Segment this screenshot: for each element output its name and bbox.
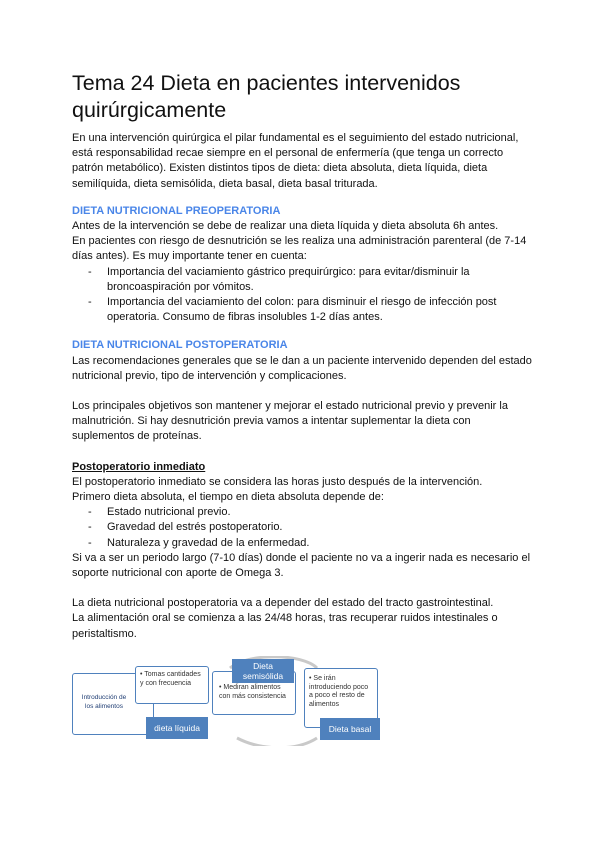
list-item: - Naturaleza y gravedad de la enfermedad. xyxy=(72,536,532,551)
inmediato-paragraph-5: La alimentación oral se comienza a las 24/48 horas, tras recuperar ruidos intestinales o peristaltismo. xyxy=(72,612,498,640)
inmediato-list xyxy=(72,505,532,551)
inmediato-heading: Postoperatorio inmediato xyxy=(72,460,206,473)
postop-paragraph-2: Los principales objetivos son mantener y mejorar el estado nutricional previo y prevenir la malnutrición. Si hay desnutrición previa vamos a intentar suplementar la dieta con suplementos de proteínas. xyxy=(72,400,508,443)
basal-bullet: • Se irán introduciendo poco a poco el resto de alimentos xyxy=(309,675,369,708)
basal-label: Dieta basal xyxy=(320,718,380,740)
bullet-icon: • xyxy=(140,671,145,678)
intro-paragraph: En una intervención quirúrgica el pilar fundamental es el seguimiento del estado nutricional, está responsabilidad recae siempre en el personal de enfermería (que tenga un correcto patrón metabólico). Existen distintos tipos de dieta: dieta absoluta, dieta líquida, dieta semilíquida, dieta semisólida, dieta basal, dieta basal triturada. xyxy=(72,132,519,190)
document-page xyxy=(72,70,532,642)
semisolida-bullet: • Mediran alimentos con más consistencia xyxy=(219,684,286,700)
bullet-icon: • xyxy=(309,675,314,682)
preop-paragraph-1: Antes de la intervención se debe de realizar una dieta líquida y dieta absoluta 6h antes. xyxy=(72,220,499,233)
liquida-bullet: • Tomas cantidades y con frecuencia xyxy=(140,671,201,687)
inmediato-paragraph-1: El postoperatorio inmediato se considera las horas justo después de la intervención. xyxy=(72,475,483,488)
preop-paragraph-2: En pacientes con riesgo de desnutrición se les realiza una administración parenteral (de 7-14 días antes). Es muy importante tener en cuenta: xyxy=(72,235,527,263)
preop-heading: DIETA NUTRICIONAL PREOPERATORIA xyxy=(72,204,281,217)
page-title: Tema 24 Dieta en pacientes intervenidos quirúrgicamente xyxy=(72,71,461,122)
list-item: - Gravedad del estrés postoperatorio. xyxy=(72,520,532,535)
postop-paragraph-1: Las recomendaciones generales que se le dan a un paciente intervenido dependen del estado nutricional previo, tipo de intervención y complicaciones. xyxy=(72,354,532,382)
diet-progression-diagram xyxy=(72,656,402,746)
inmediato-paragraph-2: Primero dieta absoluta, el tiempo en dieta absoluta depende de: xyxy=(72,491,384,504)
arrow-bottom xyxy=(237,738,317,746)
liquida-note-box xyxy=(135,666,209,704)
semisolida-label: Dieta semisólida xyxy=(232,659,294,683)
preop-list xyxy=(72,265,532,326)
bullet-icon: • xyxy=(219,684,224,691)
list-item: - Importancia del vaciamiento gástrico prequirúrgico: para evitar/disminuir la broncoaspiración por vómitos. xyxy=(72,265,532,295)
list-item: - Importancia del vaciamiento del colon: para disminuir el riesgo de infección post operatoria. Consumo de fibras insolubles 1-2 días antes. xyxy=(72,295,532,325)
liquida-label: dieta líquida xyxy=(146,717,208,739)
intro-label: Introducción de los alimentos xyxy=(81,694,127,710)
postop-heading: DIETA NUTRICIONAL POSTOPERATORIA xyxy=(72,339,288,352)
list-item: - Estado nutricional previo. xyxy=(72,505,532,520)
inmediato-paragraph-4: La dieta nutricional postoperatoria va a depender del estado del tracto gastrointestinal. xyxy=(72,597,494,610)
inmediato-paragraph-3: Si va a ser un periodo largo (7-10 días) donde el paciente no va a ingerir nada es necesario el soporte nutricional con aporte de Omega 3. xyxy=(72,551,531,580)
